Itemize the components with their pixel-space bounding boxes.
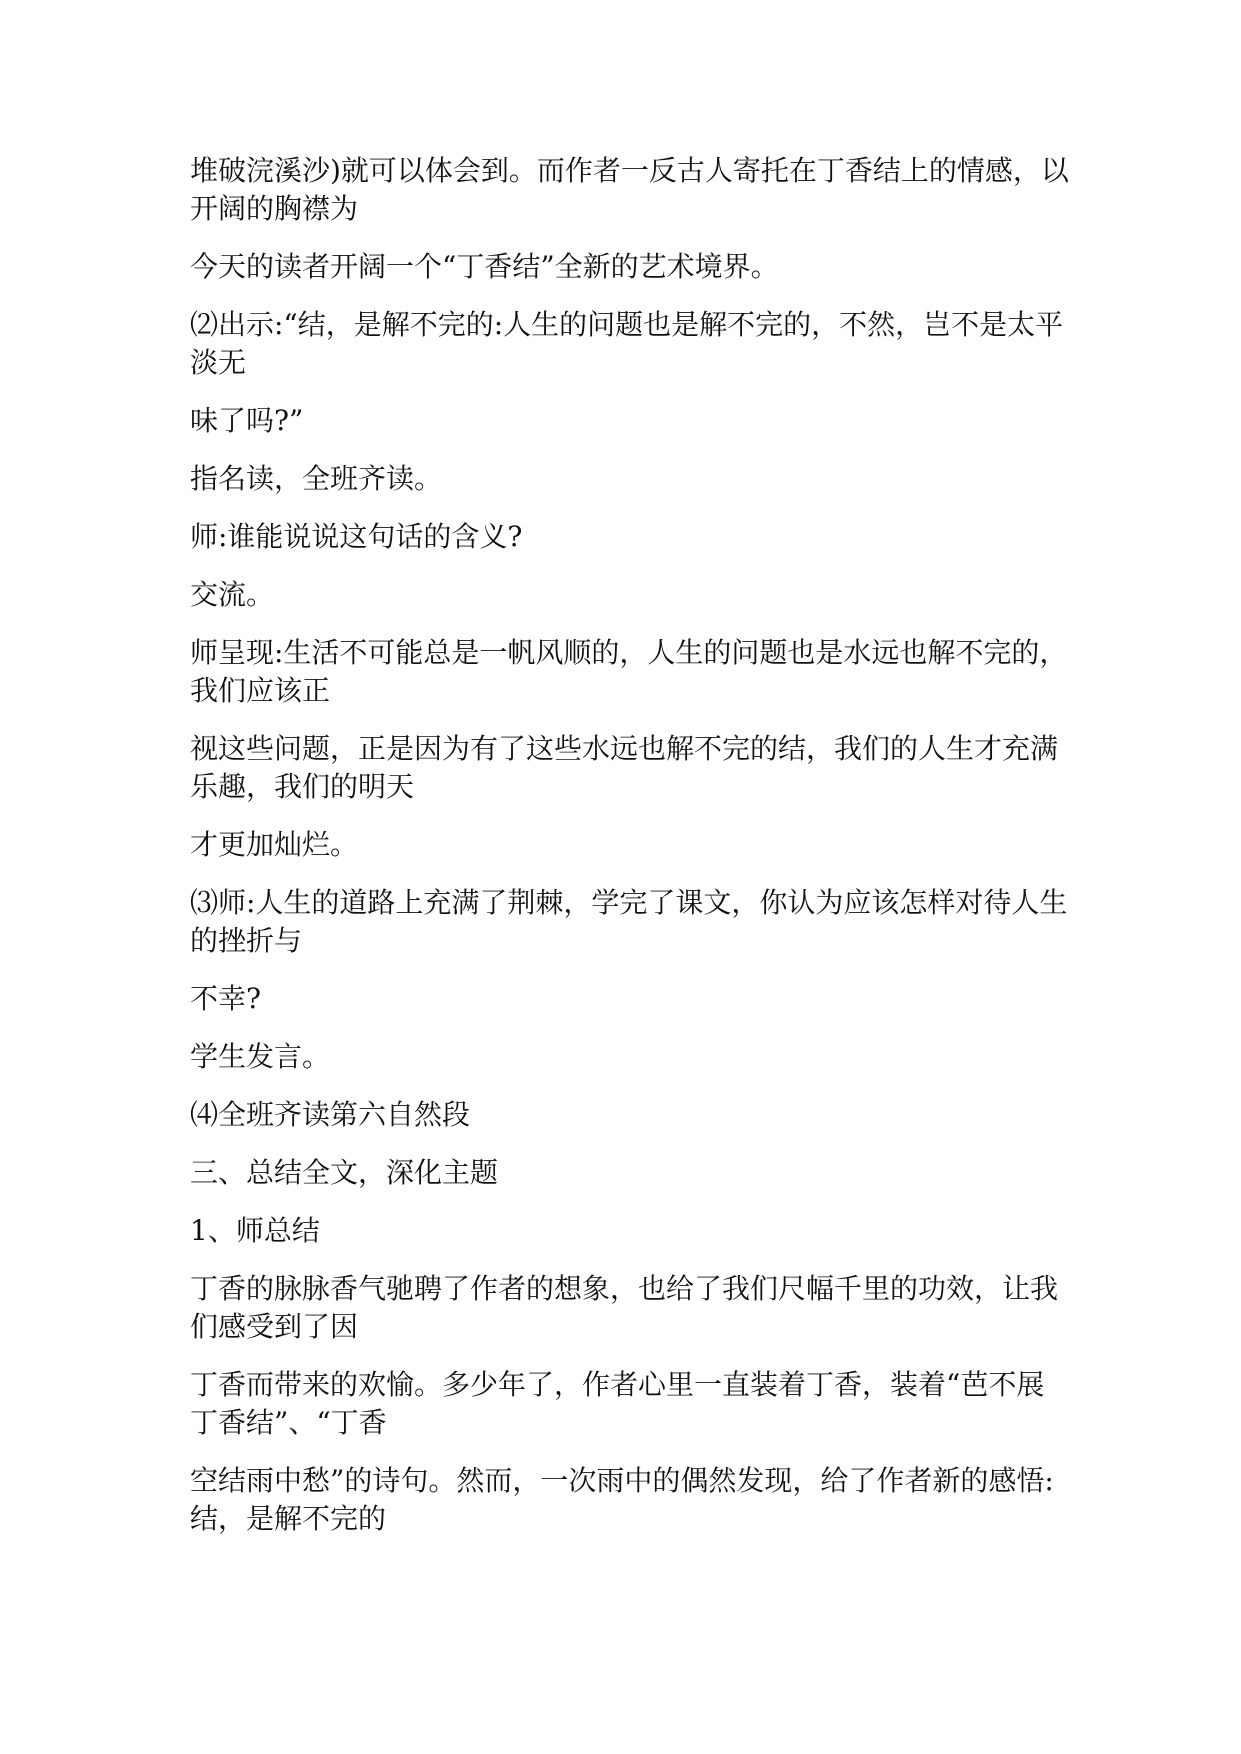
paragraph: 空结雨中愁”的诗句。然而，一次雨中的偶然发现，给了作者新的感悟:结，是解不完的: [190, 1464, 1054, 1535]
paragraph: 丁香的脉脉香气驰聘了作者的想象，也给了我们尺幅千里的功效，让我们感受到了因: [190, 1272, 1059, 1343]
paragraph: 不幸?: [190, 982, 262, 1015]
paragraph: 视这些问题，正是因为有了这些水远也解不完的结，我们的人生才充满乐趣，我们的明天: [190, 732, 1059, 803]
paragraph: 丁香而带来的欢愉。多少年了，作者心里一直装着丁香，装着“芭不展丁香结”、“丁香: [190, 1368, 1045, 1439]
paragraph: 才更加灿烂。: [190, 828, 359, 861]
paragraph: ⑶师:人生的道路上充满了荆棘，学完了课文，你认为应该怎样对待人生的挫折与: [190, 886, 1068, 957]
paragraph: 交流。: [190, 578, 275, 611]
paragraph: 师:谁能说说这句话的含义?: [190, 520, 523, 553]
paragraph: 今天的读者开阔一个“丁香结”全新的艺术境界。: [190, 250, 779, 283]
paragraph: ⑷全班齐读第六自然段: [190, 1098, 471, 1131]
paragraph: 师呈现:生活不可能总是一帆风顺的，人生的问题也是水远也解不完的，我们应该正: [190, 636, 1068, 707]
document-body: [190, 152, 1070, 1558]
paragraph: 学生发言。: [190, 1040, 331, 1073]
paragraph: 味了吗?”: [190, 404, 304, 437]
section-heading: 三、总结全文，深化主题: [190, 1156, 499, 1189]
subsection-heading: 1、师总结: [190, 1214, 320, 1247]
paragraph: 堆破浣溪沙)就可以体会到。而作者一反古人寄托在丁香结上的情感，以开阔的胸襟为: [190, 154, 1069, 225]
paragraph: ⑵出示:“结，是解不完的:人生的问题也是解不完的，不然，岂不是太平淡无: [190, 308, 1064, 379]
paragraph: 指名读，全班齐读。: [190, 462, 443, 495]
